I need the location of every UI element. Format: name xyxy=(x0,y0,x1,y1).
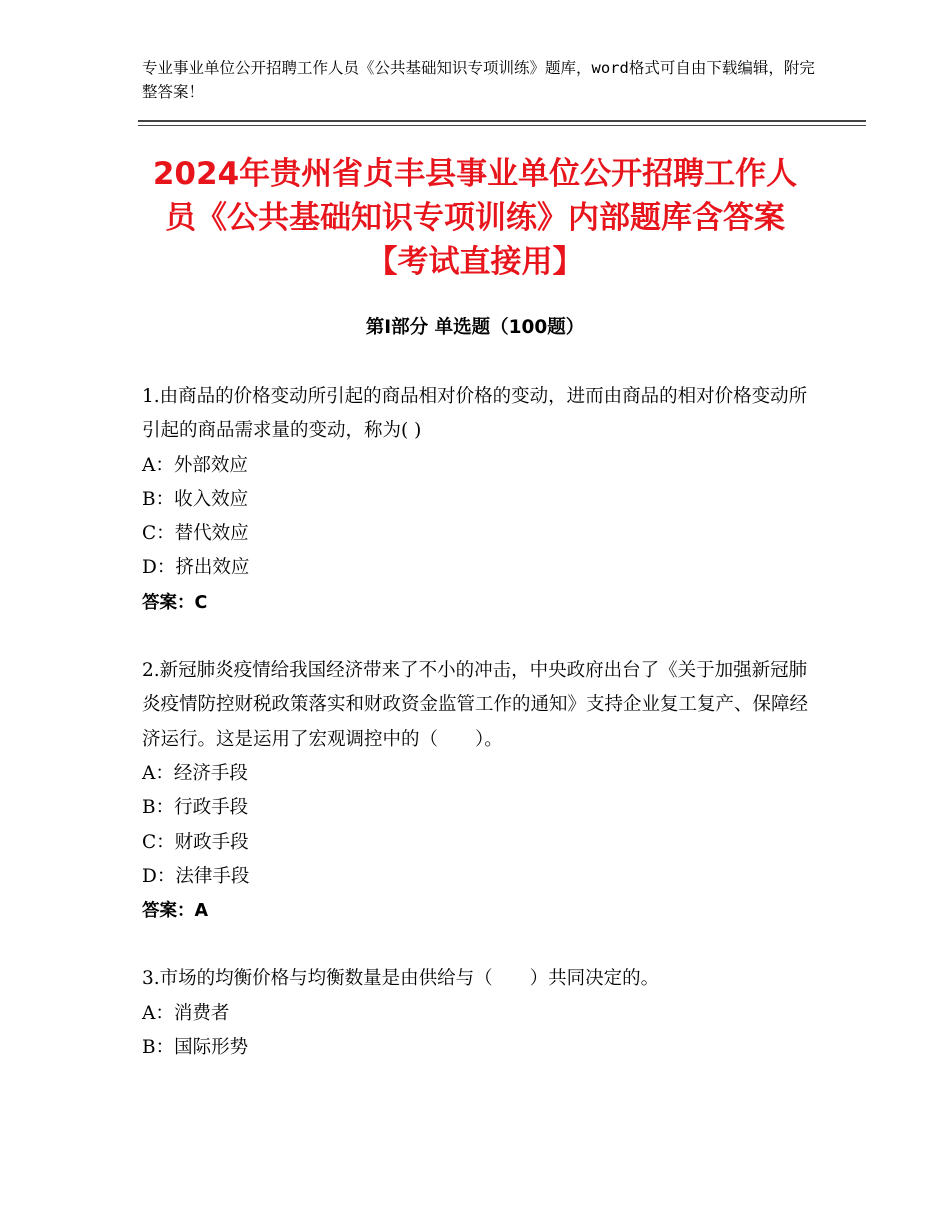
option-c: C：财政手段 xyxy=(142,831,249,853)
option-a: A：外部效应 xyxy=(142,454,248,476)
option-b: B：行政手段 xyxy=(142,797,249,819)
option-a: A：消费者 xyxy=(142,1002,230,1024)
option-b: B：国际形势 xyxy=(142,1037,249,1059)
answer: 答案：A xyxy=(142,901,209,922)
question-list xyxy=(142,380,812,1099)
option-c: C：替代效应 xyxy=(142,523,249,545)
question-2 xyxy=(142,654,812,928)
option-d: D：挤出效应 xyxy=(142,557,250,579)
question-text: 2.新冠肺炎疫情给我国经济带来了不小的冲击，中央政府出台了《关于加强新冠肺炎疫情防控财税政策落实和财政资金监管工作的通知》支持企业复工复产、保障经济运行。这是运用了宏观调控中的（ ）。 xyxy=(142,660,809,750)
question-text: 3.市场的均衡价格与均衡数量是由供给与（ ）共同决定的。 xyxy=(142,968,660,990)
option-b: B：收入效应 xyxy=(142,488,249,510)
document-title: 2024年贵州省贞丰县事业单位公开招聘工作人员《公共基础知识专项训练》内部题库含答案【考试直接用】 xyxy=(152,156,798,280)
question-text: 1.由商品的价格变动所引起的商品相对价格的变动，进而由商品的相对价格变动所引起的商品需求量的变动，称为( ) xyxy=(142,386,808,442)
question-1 xyxy=(142,380,812,620)
option-a: A：经济手段 xyxy=(142,762,248,784)
header-divider-thin xyxy=(138,125,866,126)
option-d: D：法律手段 xyxy=(142,865,250,887)
question-3 xyxy=(142,962,812,1065)
section-title: 第Ⅰ部分 单选题（100题） xyxy=(365,317,585,338)
page-header: 专业事业单位公开招聘工作人员《公共基础知识专项训练》题库，word格式可自由下载编辑，附完整答案！ xyxy=(142,59,815,101)
answer: 答案：C xyxy=(142,592,208,613)
header-divider-thick xyxy=(138,120,866,122)
